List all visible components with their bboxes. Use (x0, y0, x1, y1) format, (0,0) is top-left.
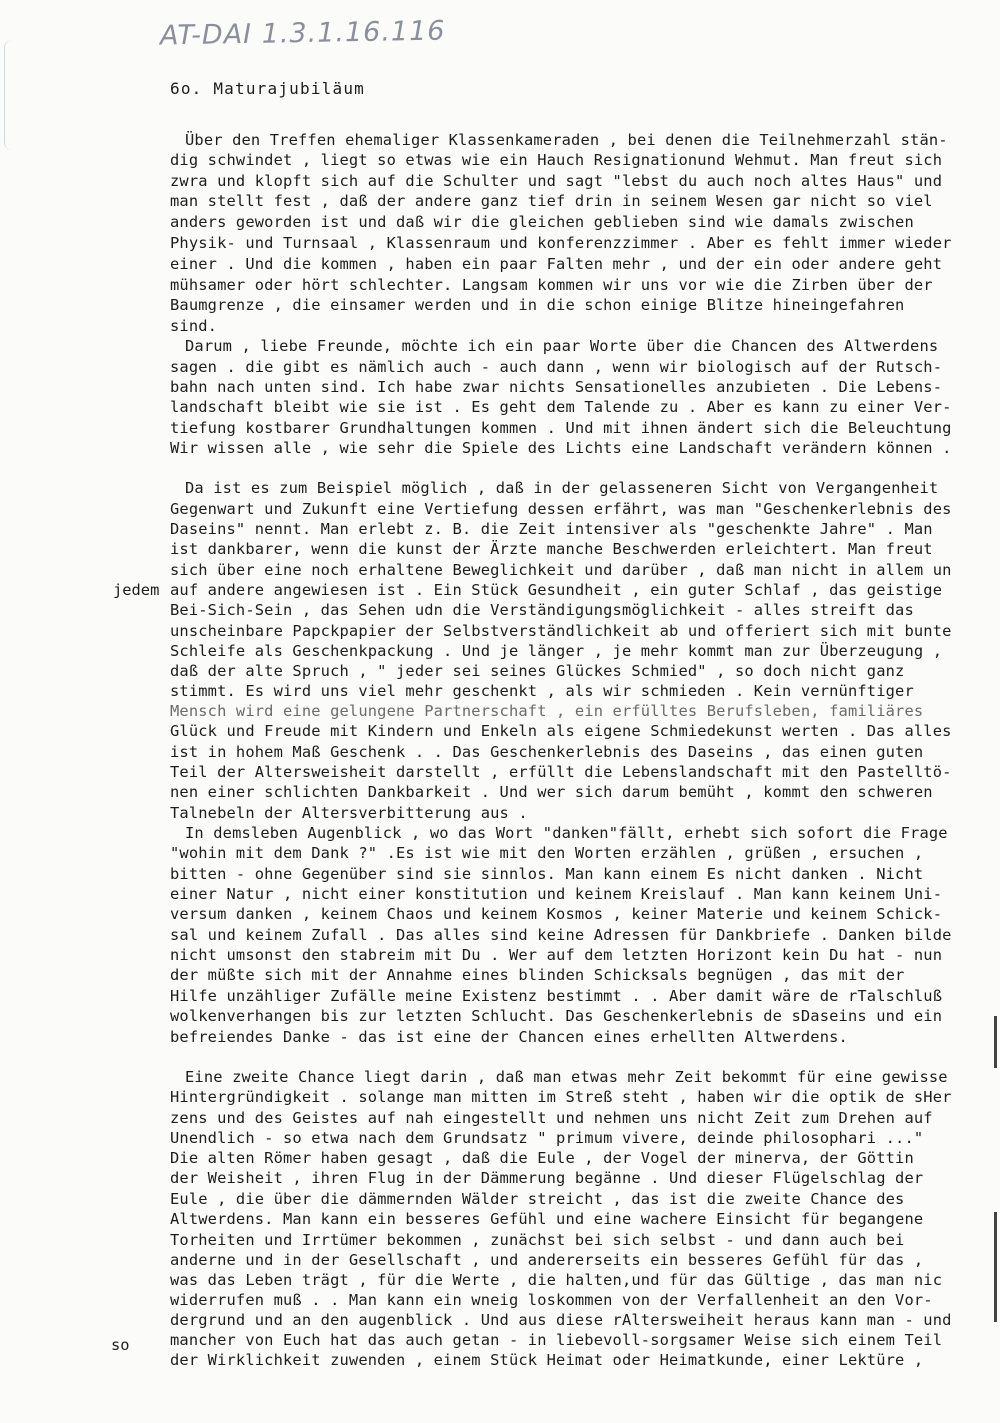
text-line: versum danken , keinem Chaos und keinem Kosmos , keiner Materie und keinem Schick- (170, 905, 943, 923)
text-line: daß der alte Spruch , " jeder sei seines Glückes Schmied" , so doch nicht ganz (170, 662, 905, 680)
text-line: "wohin mit dem Dank ?" .Es ist wie mit den Worten erzählen , grüßen , ersuchen , (170, 844, 924, 862)
text-line: Daseins" nennt. Man erlebt z. B. die Zeit intensiver als "geschenkte Jahre" . Man (170, 520, 933, 538)
text-line: sal und keinem Zufall . Das alles sind keine Adressen für Dankbriefe . Danken bilde (170, 926, 952, 944)
text-line: sich über eine noch erhaltene Beweglichkeit und darüber , daß man nicht in allem un (170, 561, 952, 579)
text-line: zwra und klopft sich auf die Schulter und sagt "lebst du auch noch altes Haus" und (170, 172, 943, 190)
text-line: stimmt. Es wird uns viel mehr geschenkt , als wir schmieden . Kein vernünftiger (170, 682, 914, 700)
text-line: einer Natur , nicht einer konstitution und keinem Kreislauf . Man kann keinem Uni- (170, 885, 943, 903)
text-line: Physik- und Turnsaal , Klassenraum und konferenzzimmer . Aber es fehlt immer wieder (170, 234, 952, 252)
text-line: Darum , liebe Freunde, möchte ich ein paar Worte über die Chancen des Altwerdens (185, 337, 939, 355)
text-line: mühsamer oder hört schlechter. Langsam kommen wir uns vor wie die Zirben über der (170, 276, 933, 294)
text-line: anders geworden ist und daß wir die gleichen geblieben sind wie damals zwischen (170, 213, 914, 231)
text-line: dergrund und an den augenblick . Und aus diese rAltersweiheit heraus kann man - und (170, 1311, 952, 1329)
text-line: der Weisheit , ihren Flug in der Dämmerung begänne . Und dieser Flügelschlag der (170, 1169, 924, 1187)
text-line: sind. (170, 317, 218, 335)
text-line: Talnebeln der Altersverbitterung aus . (170, 804, 528, 822)
text-line: mancher von Euch hat das auch getan - in liebevoll-sorgsamer Weise sich einem Teil (170, 1331, 943, 1349)
text-line: unscheinbare Papckpapier der Selbstverständlichkeit ab und offeriert sich mit bunte (170, 622, 952, 640)
text-line: Baumgrenze , die einsamer werden und in die schon einige Blitze hineingefahren (170, 296, 905, 314)
line-prefix-word: so (111, 1336, 130, 1354)
text-line: Torheiten und Irrtümer bekommen , zunächst bei sich selbst - und dann auch bei (170, 1231, 905, 1249)
text-line: Altwerdens. Man kann ein besseres Gefühl und eine wachere Einsicht für begangene (170, 1210, 924, 1228)
archive-reference: AT-DAI 1.3.1.16.116 (159, 15, 446, 52)
text-line: ist dankbarer, wenn die kunst der Ärzte manche Beschwerden erleichtert. Man freut (170, 540, 933, 558)
document-heading: 6o. Maturajubiläum (170, 79, 365, 98)
text-line: anderne und in der Gesellschaft , und andererseits ein besseres Gefühl für das , (170, 1251, 924, 1269)
text-line: Glück und Freude mit Kindern und Enkeln als eigene Schmiedekunst werten . Das alles (170, 722, 952, 740)
text-line: Bei-Sich-Sein , das Sehen udn die Verständigungsmöglichkeit - alles streift das (170, 601, 914, 619)
text-line: was das Leben trägt , für die Werte , die halten,und für das Gültige , das man nic (170, 1271, 943, 1289)
text-line: bahn nach unten sind. Ich habe zwar nichts Sensationelles anzubieten . Die Lebens- (170, 378, 943, 396)
text-line: Teil der Altersweisheit darstellt , erfüllt die Lebenslandschaft mit den Pastelltö- (170, 763, 952, 781)
text-line: widerrufen muß . . Man kann ein wneig loskommen von der Verfallenheit an den Vor- (170, 1291, 933, 1309)
text-line: zens und des Geistes auf nah eingestellt und nehmen uns nicht Zeit zum Drehen auf (170, 1109, 933, 1127)
text-line: landschaft bleibt wie sie ist . Es geht dem Talende zu . Aber es kann zu einer Ver- (170, 398, 952, 416)
text-line: Über den Treffen ehemaliger Klassenkameraden , bei denen die Teilnehmerzahl stän- (185, 131, 948, 149)
text-line: Mensch wird eine gelungene Partnerschaft , ein erfülltes Berufsleben, familiäres (170, 702, 924, 720)
text-line: Hintergründigkeit . solange man mitten im Streß steht , haben wir die optik de sHer (170, 1088, 952, 1106)
text-line: tiefung kostbarer Grundhaltungen kommen . Und mit ihnen ändert sich die Beleuchtung (170, 419, 952, 437)
text-line: Unendlich - so etwa nach dem Grundsatz " primum vivere, deinde philosophari ..." (170, 1129, 924, 1147)
pencil-margin-mark (4, 40, 19, 150)
text-line: einer . Und die kommen , haben ein paar Falten mehr , und der ein oder andere geht (170, 255, 943, 273)
text-line: Eine zweite Chance liegt darin , daß man etwas mehr Zeit bekommt für eine gewisse (185, 1068, 948, 1086)
text-line: Schleife als Geschenkpackung . Und je länger , je mehr kommt man zur Überzeugung , (170, 642, 943, 660)
text-line: dig schwindet , liegt so etwas wie ein Hauch Resignationund Wehmut. Man freut sich (170, 151, 943, 169)
text-line: man stellt fest , daß der andere ganz tief drin in seinem Wesen gar nicht so viel (170, 192, 933, 210)
text-line: nen einer schlichten Dankbarkeit . Und wer sich darum bemüht , kommt den schweren (170, 783, 933, 801)
text-line: auf andere angewiesen ist . Ein Stück Gesundheit , ein guter Schlaf , das geistige (170, 581, 943, 599)
text-line: Hilfe unzähliger Zufälle meine Existenz bestimmt . . Aber damit wäre de rTalschluß (170, 987, 943, 1005)
text-line: Da ist es zum Beispiel möglich , daß in der gelasseneren Sicht von Vergangenheit (185, 479, 939, 497)
text-line: Gegenwart und Zukunft eine Vertiefung dessen erfährt, was man "Geschenkerlebnis des (170, 500, 952, 518)
text-line: Eule , die über die dämmernden Wälder streicht , das ist die zweite Chance des (170, 1190, 905, 1208)
text-line: In demsleben Augenblick , wo das Wort "danken"fällt, erhebt sich sofort die Frage (185, 824, 948, 842)
text-line: Die alten Römer haben gesagt , daß die Eule , der Vogel der minerva, der Göttin (170, 1149, 914, 1167)
text-line: bitten - ohne Gegenüber sind sie sinnlos. Man kann einem Es nicht danken . Nicht (170, 865, 924, 883)
text-line: nicht umsonst den stabreim mit Du . Wer auf dem letzten Horizont kein Du hat - nun (170, 946, 943, 964)
text-line: sagen . die gibt es nämlich auch - auch dann , wenn wir biologisch auf der Rutsch- (170, 358, 943, 376)
text-line: ist in hohem Maß Geschenk . . Das Geschenkerlebnis des Daseins , das einen guten (170, 743, 924, 761)
text-line: der Wirklichkeit zuwenden , einem Stück Heimat oder Heimatkunde, einer Lektüre , (170, 1351, 924, 1369)
text-line: wolkenverhangen bis zur letzten Schlucht. Das Geschenkerlebnis de sDaseins und ein (170, 1007, 943, 1025)
text-line: befreiendes Danke - das ist eine der Chancen eines erhellten Altwerdens. (170, 1028, 848, 1046)
text-line: der müßte sich mit der Annahme eines blinden Schicksals begnügen , das mit der (170, 966, 905, 984)
text-line: Wir wissen alle , wie sehr die Spiele des Lichts eine Landschaft verändern können . (170, 439, 952, 457)
handwritten-margin-insertion: jedem (113, 581, 160, 599)
